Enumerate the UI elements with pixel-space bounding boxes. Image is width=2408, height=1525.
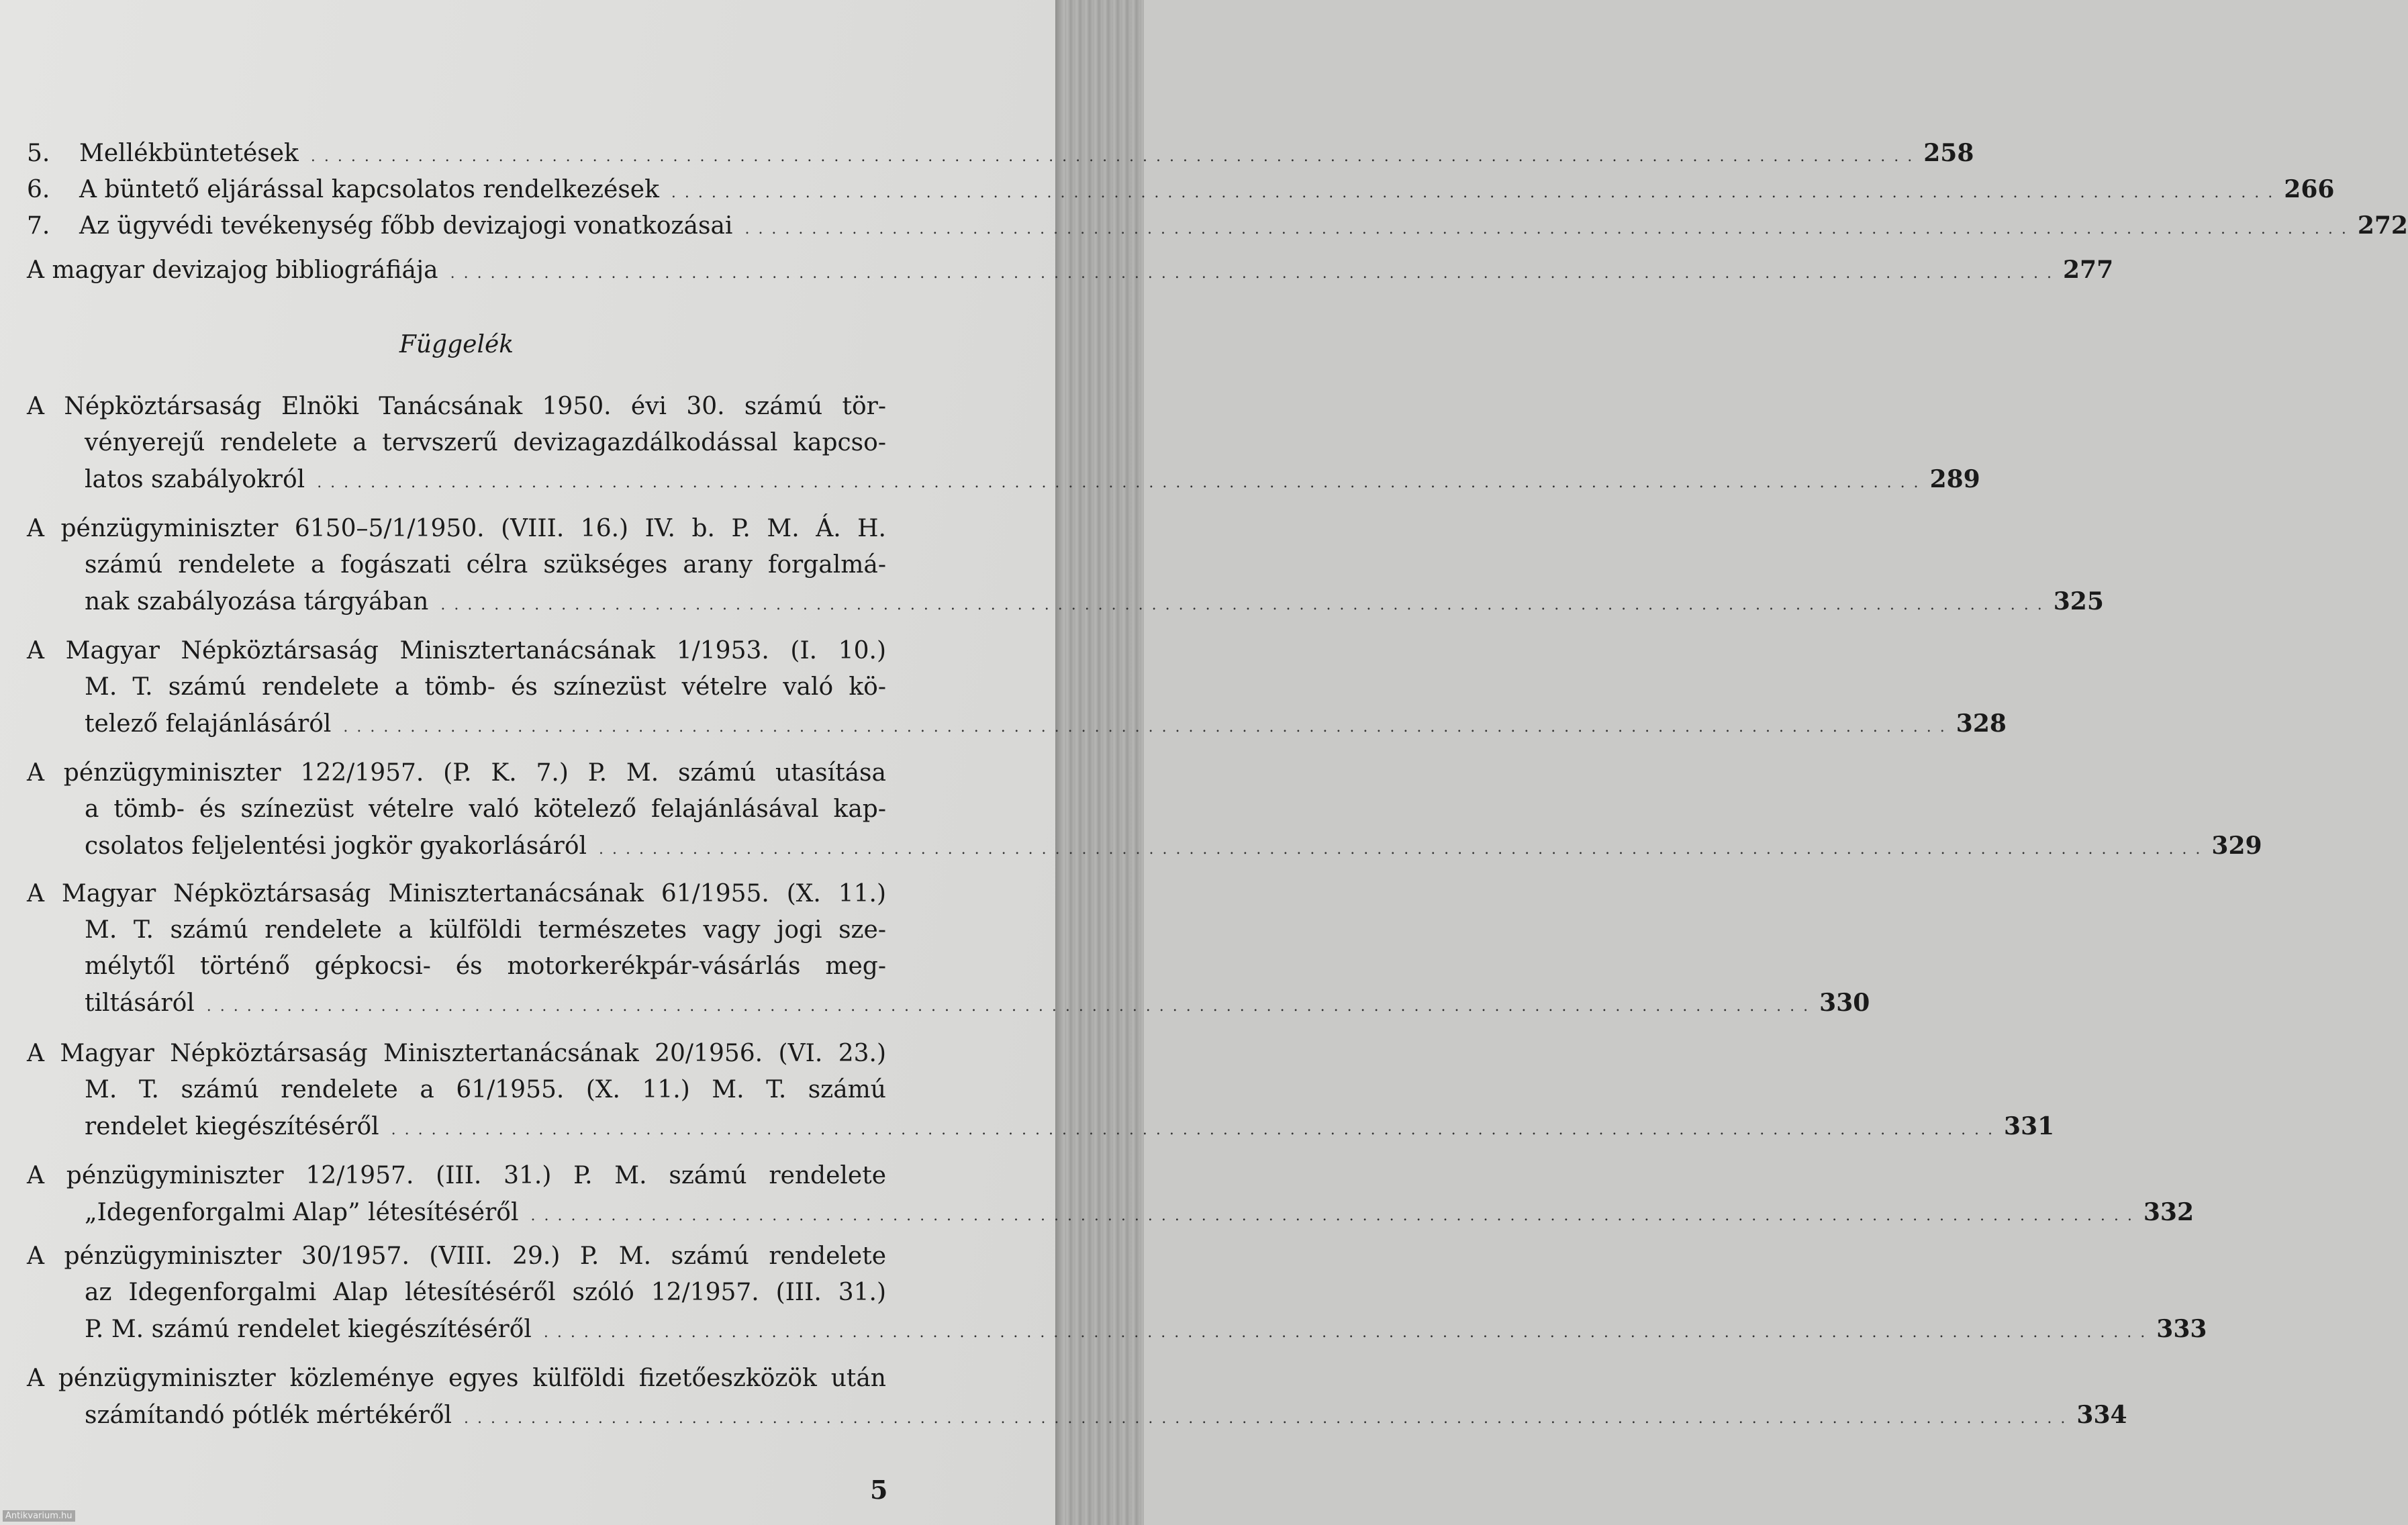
appendix-heading: Függelék (399, 331, 514, 358)
entry-page-number: 272 (2357, 211, 2408, 240)
appendix-entry-last-line (85, 706, 2007, 741)
entry-text: A pénzügyminiszter 12/1957. (III. 31.) P. M. számú rendelete (27, 1162, 886, 1189)
entry-text: csolatos feljelentési jogkör gyakorlásáról (85, 832, 587, 860)
appendix-entry-line (85, 670, 886, 705)
entry-text: számú rendelete a fogászati célra szükséges arany forgalmá- (85, 551, 886, 579)
entry-page-number: 325 (2053, 587, 2104, 616)
appendix-entry-last-line (85, 1397, 2127, 1432)
dot-leader: . . . . . . . . . . . . . . . . . . . . . . . . . . . . . . . . . . . . . . . . . . . . . . . . . . . . . . . . . . . . . . . . . . . . . . . . . . . . . . . . . . . . . . . . . . . . . . . . . . . . . . . . . . . . . . . . . . . . . . . . (671, 185, 2275, 201)
toc-entry (27, 172, 2335, 207)
dot-leader: . . . . . . . . . . . . . . . . . . . . . . . . . . . . . . . . . . . . . . . . . . . . . . . . . . . . . . . . . . . . . . . . . . . . . . . . . . . . . . . . . . . . . . . . . . . . . . . . . . . . . . . . . . . . . . . . . . . . . . . . (530, 1208, 2134, 1224)
entry-text: A Magyar Népköztársaság Minisztertanácsának 1/1953. (I. 10.) (27, 637, 886, 665)
dot-leader: . . . . . . . . . . . . . . . . . . . . . . . . . . . . . . . . . . . . . . . . . . . . . . . . . . . . . . . . . . . . . . . . . . . . . . . . . . . . . . . . . . . . . . . . . . . . . . . . . . . . . . . . . . . . . . . . . . . . . . . . (543, 1324, 2148, 1341)
entry-text: A Magyar Népköztársaság Minisztertanácsának 20/1956. (VI. 23.) (27, 1040, 886, 1067)
toc-entry (27, 136, 1974, 170)
entry-text: rendelet kiegészítéséről (85, 1113, 379, 1140)
entry-text: A pénzügyminiszter közleménye egyes külföldi fizetőeszközök után (27, 1365, 886, 1392)
dot-leader: . . . . . . . . . . . . . . . . . . . . . . . . . . . . . . . . . . . . . . . . . . . . . . . . . . . . . . . . . . . . . . . . . . . . . . . . . . . . . . . . . . . . . . . . . . . . . . . . . . . . . . . . . . . . . . . . . . . . . . . . (343, 719, 1947, 736)
dot-leader: . . . . . . . . . . . . . . . . . . . . . . . . . . . . . . . . . . . . . . . . . . . . . . . . . . . . . . . . . . . . . . . . . . . . . . . . . . . . . . . . . . . . . . . . . . . . . . . . . . . . . . . . . . . . . . . . . . . . . . . . (744, 221, 2348, 238)
appendix-entry-line (27, 1239, 886, 1274)
entry-text: „Idegenforgalmi Alap” létesítéséről (85, 1199, 519, 1226)
dot-leader: . . . . . . . . . . . . . . . . . . . . . . . . . . . . . . . . . . . . . . . . . . . . . . . . . . . . . . . . . . . . . . . . . . . . . . . . . . . . . . . . . . . . . . . . . . . . . . . . . . . . . . . . . . . . . . . . . . . . . . . . (440, 597, 2044, 613)
dot-leader: . . . . . . . . . . . . . . . . . . . . . . . . . . . . . . . . . . . . . . . . . . . . . . . . . . . . . . . . . . . . . . . . . . . . . . . . . . . . . . . . . . . . . . . . . . . . . . . . . . . . . . . . . . . . . . . . . . . . . . . . (599, 841, 2203, 858)
entry-page-number: 332 (2143, 1198, 2195, 1226)
entry-text: a tömb- és színezüst vételre való kötelező felajánlásával kap- (85, 795, 886, 823)
appendix-entry-last-line (85, 1312, 2207, 1346)
entry-text: M. T. számú rendelete a tömb- és színezüst vételre való kö- (85, 673, 886, 701)
appendix-entry-line (27, 634, 886, 669)
entry-text: latos szabályokról (85, 466, 305, 493)
appendix-entry-line (85, 1073, 886, 1108)
entry-number: 6. (27, 176, 50, 203)
entry-page-number: 334 (2076, 1401, 2127, 1429)
entry-text: az Idegenforgalmi Alap létesítéséről szóló 12/1957. (III. 31.) (85, 1279, 886, 1306)
dot-leader: . . . . . . . . . . . . . . . . . . . . . . . . . . . . . . . . . . . . . . . . . . . . . . . . . . . . . . . . . . . . . . . . . . . . . . . . . . . . . . . . . . . . . . . . . . . . . . . . . . . . . . . . . . . . . . . . . . . . . . . . (206, 998, 1811, 1015)
appendix-entry-line (85, 426, 886, 460)
toc-entry (27, 208, 2408, 243)
dot-leader: . . . . . . . . . . . . . . . . . . . . . . . . . . . . . . . . . . . . . . . . . . . . . . . . . . . . . . . . . . . . . . . . . . . . . . . . . . . . . . . . . . . . . . . . . . . . . . . . . . . . . . . . . . . . . . . . . . . . . . . . (464, 1410, 2068, 1427)
appendix-entry-line (85, 913, 886, 948)
appendix-entry-line (85, 792, 886, 827)
page-number: 5 (870, 1475, 888, 1505)
entry-text: Mellékbüntetések (79, 140, 299, 167)
appendix-entry-line (27, 511, 886, 546)
toc-entry-bibliography (27, 252, 2114, 287)
entry-page-number: 328 (1956, 709, 2007, 738)
entry-text: A Népköztársaság Elnöki Tanácsának 1950. évi 30. számú tör- (27, 393, 886, 420)
entry-text: A büntető eljárással kapcsolatos rendelkezések (79, 176, 659, 203)
appendix-entry-line (85, 949, 886, 984)
dot-leader: . . . . . . . . . . . . . . . . . . . . . . . . . . . . . . . . . . . . . . . . . . . . . . . . . . . . . . . . . . . . . . . . . . . . . . . . . . . . . . . . . . . . . . . . . . . . . . . . . . . . . . . . . . . . . . . . . . . . . . . . (310, 148, 1915, 165)
appendix-entry-last-line (85, 584, 2104, 619)
dot-leader: . . . . . . . . . . . . . . . . . . . . . . . . . . . . . . . . . . . . . . . . . . . . . . . . . . . . . . . . . . . . . . . . . . . . . . . . . . . . . . . . . . . . . . . . . . . . . . . . . . . . . . . . . . . . . . . . . . . . . . . . (317, 475, 1921, 491)
entry-text: nak szabályozása tárgyában (85, 588, 429, 616)
entry-text: számítandó pótlék mértékéről (85, 1401, 452, 1429)
entry-text: A Magyar Népköztársaság Minisztertanácsának 61/1955. (X. 11.) (27, 880, 886, 907)
watermark: Antikvarium.hu (3, 1510, 75, 1522)
entry-text: tiltásáról (85, 989, 195, 1017)
entry-text: mélytől történő gépkocsi- és motorkerékpár-vásárlás meg- (85, 952, 886, 980)
entry-text: A pénzügyminiszter 6150–5/1/1950. (VIII. 16.) IV. b. P. M. Á. H. (27, 515, 886, 542)
entry-number: 7. (27, 212, 50, 240)
entry-page-number: 333 (2156, 1315, 2207, 1343)
appendix-entry-last-line (85, 462, 1980, 497)
entry-page-number: 330 (1819, 989, 1870, 1017)
entry-text: A pénzügyminiszter 122/1957. (P. K. 7.) P. M. számú utasítása (27, 759, 886, 787)
appendix-entry-line (27, 1036, 886, 1071)
entry-page-number: 266 (2284, 175, 2335, 203)
appendix-entry-last-line (85, 1109, 2055, 1144)
appendix-entry-last-line (85, 1195, 2195, 1230)
entry-number: 5. (27, 140, 50, 167)
entry-page-number: 277 (2063, 256, 2114, 284)
entry-text: A pénzügyminiszter 30/1957. (VIII. 29.) P. M. számú rendelete (27, 1242, 886, 1270)
appendix-entry-line (27, 756, 886, 791)
appendix-entry-line (27, 1159, 886, 1193)
appendix-entry-line (27, 1361, 886, 1396)
appendix-entry-line (27, 877, 886, 912)
appendix-entry-line (27, 389, 886, 424)
entry-text: A magyar devizajog bibliográfiája (27, 256, 438, 284)
entry-text: telező felajánlásáról (85, 710, 332, 738)
entry-page-number: 258 (1923, 139, 1974, 167)
appendix-entry-last-line (85, 828, 2262, 863)
entry-text: vényerejű rendelete a tervszerű devizagazdálkodással kapcso- (85, 429, 886, 456)
appendix-entry-line (85, 1275, 886, 1310)
entry-page-number: 289 (1929, 465, 1980, 493)
entry-page-number: 331 (2004, 1112, 2055, 1140)
entry-text: P. M. számú rendelet kiegészítéséről (85, 1316, 532, 1343)
appendix-entry-line (85, 548, 886, 583)
dot-leader: . . . . . . . . . . . . . . . . . . . . . . . . . . . . . . . . . . . . . . . . . . . . . . . . . . . . . . . . . . . . . . . . . . . . . . . . . . . . . . . . . . . . . . . . . . . . . . . . . . . . . . . . . . . . . . . . . . . . . . . . (391, 1122, 1995, 1138)
entry-text: M. T. számú rendelete a külföldi természetes vagy jogi sze- (85, 916, 886, 944)
entry-page-number: 329 (2211, 832, 2262, 860)
entry-text: Az ügyvédi tevékenység főbb devizajogi vonatkozásai (79, 212, 733, 240)
appendix-entry-last-line (85, 985, 1870, 1020)
dot-leader: . . . . . . . . . . . . . . . . . . . . . . . . . . . . . . . . . . . . . . . . . . . . . . . . . . . . . . . . . . . . . . . . . . . . . . . . . . . . . . . . . . . . . . . . . . . . . . . . . . . . . . . . . . . . . . . . . . . . . . . . (450, 265, 2054, 282)
entry-text: M. T. számú rendelete a 61/1955. (X. 11.) M. T. számú (85, 1076, 886, 1103)
